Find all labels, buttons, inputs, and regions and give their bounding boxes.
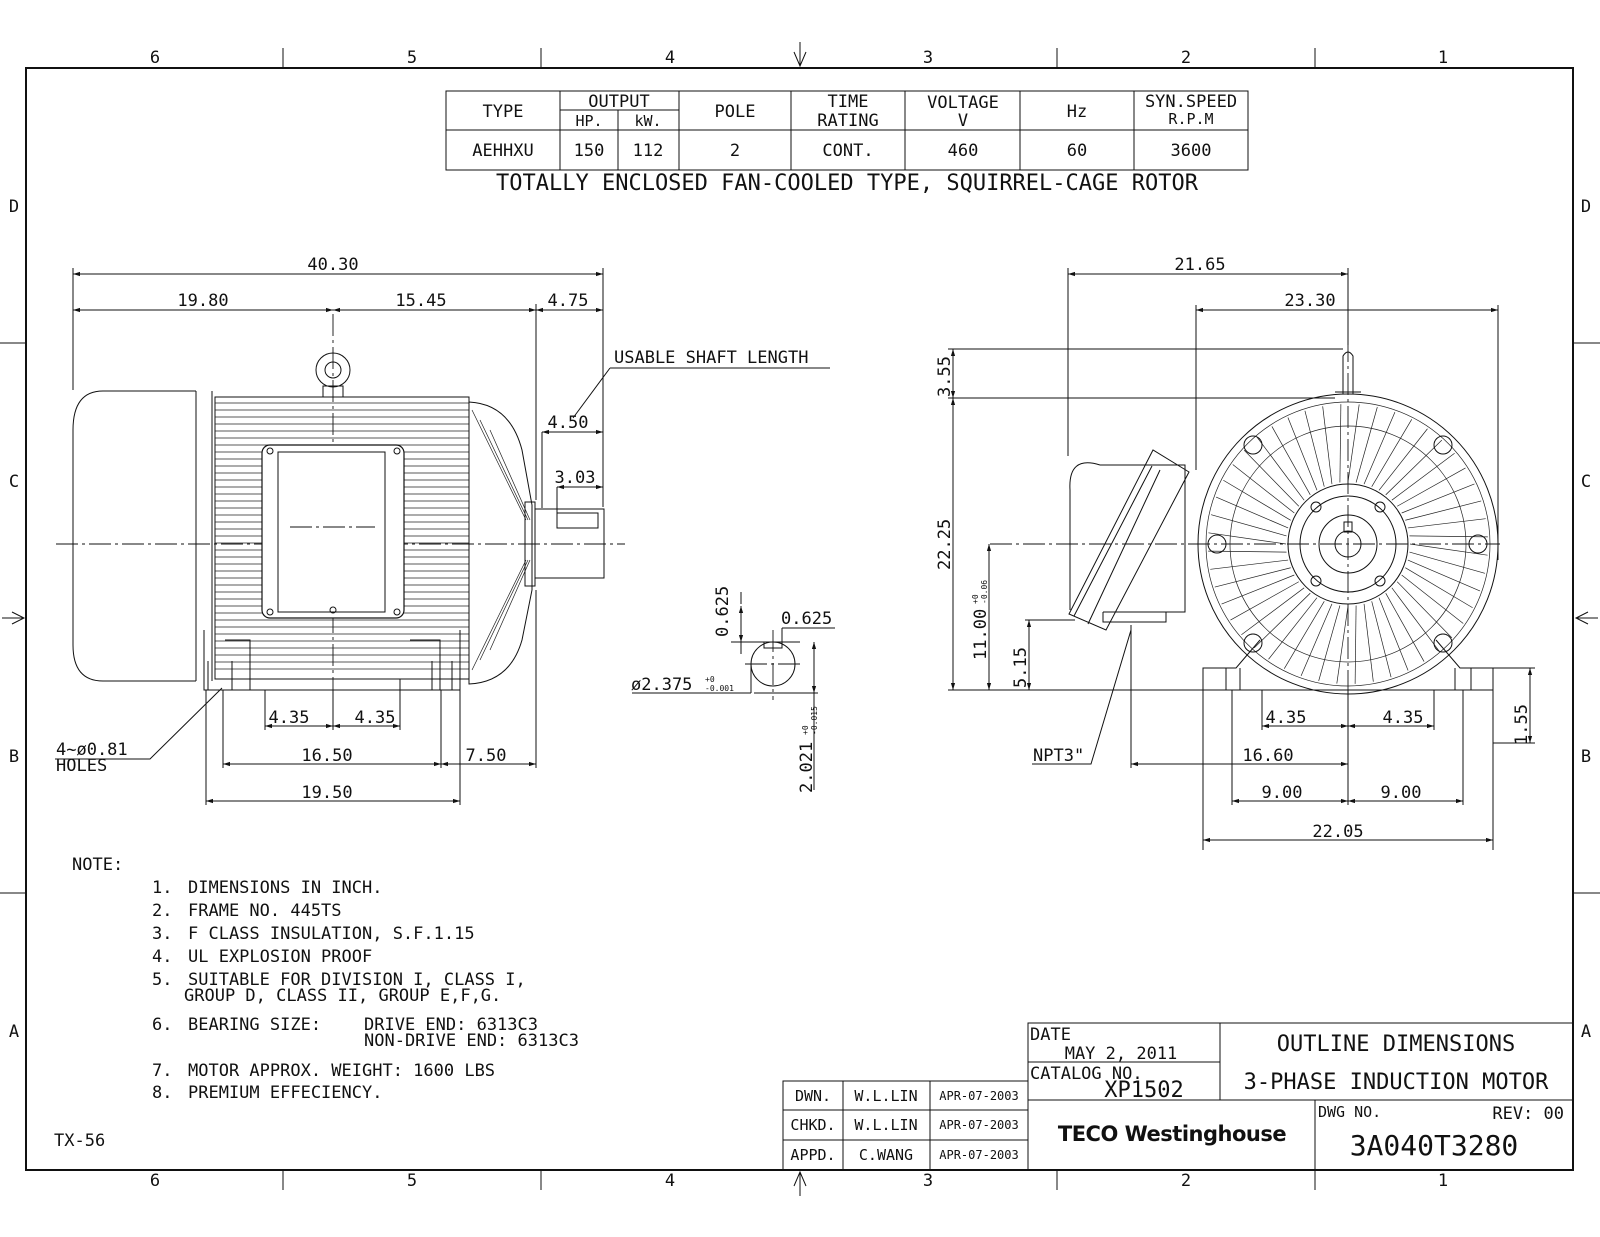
side-fan-cover	[73, 391, 196, 681]
tb-dwg-label: DWG NO.	[1318, 1103, 1382, 1121]
side-dim-bolt-to-shaft: 7.50	[465, 746, 507, 766]
approval-name-dwn: W.L.LIN	[854, 1087, 918, 1105]
end-npt-label: NPT3"	[1033, 746, 1085, 766]
spec-cell-voltage: 460	[947, 141, 979, 161]
end-dim-foot-a: 4.35	[1265, 708, 1307, 728]
zone-col-top-1: 1	[1437, 48, 1449, 68]
zone-col-bottom-2: 2	[1180, 1171, 1192, 1191]
shaft-diameter: ø2.375	[631, 675, 693, 695]
zone-row-left-b: B	[8, 747, 20, 767]
spec-cell-time: CONT.	[822, 141, 874, 161]
note-1-text: DIMENSIONS IN INCH.	[188, 878, 383, 898]
end-conduit-box	[1069, 450, 1189, 630]
end-dim-foot-height: 1.55	[1512, 704, 1532, 745]
approval-role-appd: APPD.	[790, 1146, 836, 1164]
end-dim-half-right: 9.00	[1380, 783, 1422, 803]
approval-table	[783, 1081, 1028, 1170]
note-3-text: F CLASS INSULATION, S.F.1.15	[188, 924, 475, 944]
spec-cell-hp: 150	[573, 141, 605, 161]
side-shaft-label: USABLE SHAFT LENGTH	[614, 348, 809, 368]
side-dim-bolt-span: 16.50	[301, 746, 353, 766]
spec-header-speed-2: R.P.M	[1168, 110, 1214, 128]
note-2-num: 2.	[152, 901, 173, 921]
zone-col-bottom-3: 3	[922, 1171, 934, 1191]
spec-cell-speed: 3600	[1170, 141, 1212, 161]
side-dim-foot-a: 4.35	[268, 708, 310, 728]
tb-catalog-label: CATALOG NO.	[1030, 1064, 1143, 1084]
spec-caption: TOTALLY ENCLOSED FAN-COOLED TYPE, SQUIRREL-CAGE ROTOR	[496, 171, 1198, 196]
approval-name-chkd: W.L.LIN	[854, 1116, 918, 1134]
end-dim-shaft-height: 11.00	[971, 608, 991, 660]
end-dim-eyebolt: 3.55	[935, 356, 955, 397]
tb-catalog-value: XP1502	[1104, 1078, 1184, 1103]
zone-col-top-5: 5	[406, 48, 418, 68]
side-dim-right: 4.75	[547, 291, 589, 311]
notes-heading: NOTE:	[72, 855, 124, 875]
end-dim-conduit-height: 5.15	[1011, 647, 1031, 688]
end-view	[935, 255, 1535, 850]
note-4-text: UL EXPLOSION PROOF	[188, 947, 373, 967]
spec-header-kw: kW.	[634, 112, 662, 130]
shaft-depth-tol-upper: +0	[801, 725, 810, 735]
note-6-text: BEARING SIZE:	[188, 1015, 322, 1035]
zone-col-bottom-6: 6	[149, 1171, 161, 1191]
end-dim-overall-height: 22.25	[935, 518, 955, 570]
side-feet	[204, 630, 460, 690]
note-6-num: 6.	[152, 1015, 173, 1035]
zone-col-top-2: 2	[1180, 48, 1192, 68]
note-5-num: 5.	[152, 970, 173, 990]
spec-header-hz: Hz	[1066, 102, 1088, 122]
end-dim-foot-b: 4.35	[1382, 708, 1424, 728]
approval-role-dwn: DWN.	[794, 1087, 832, 1105]
side-dim-foot-b: 4.35	[354, 708, 396, 728]
spec-header-time-1: TIME	[827, 92, 869, 112]
zone-col-top-3: 3	[922, 48, 934, 68]
end-bolt-head	[1375, 576, 1385, 586]
spec-header-voltage-2: V	[957, 111, 969, 131]
spec-header-pole: POLE	[714, 102, 756, 122]
end-dim-shaft-tol-upper: +0	[971, 594, 980, 604]
note-3-num: 3.	[152, 924, 173, 944]
tb-title-1: OUTLINE DIMENSIONS	[1276, 1032, 1516, 1057]
zone-col-bottom-5: 5	[406, 1171, 418, 1191]
zone-col-top-6: 6	[149, 48, 161, 68]
zone-col-top-4: 4	[664, 48, 676, 68]
end-dim-width-a: 21.65	[1174, 255, 1226, 275]
tb-date-value: MAY 2, 2011	[1064, 1044, 1178, 1064]
end-dim-base-width: 22.05	[1312, 822, 1364, 842]
shaft-depth-tol-lower: -0.015	[810, 706, 819, 735]
note-7-num: 7.	[152, 1061, 173, 1081]
spec-cell-kw: 112	[632, 141, 664, 161]
note-8-text: PREMIUM EFFECIENCY.	[188, 1083, 383, 1103]
side-dim-key-length: 3.03	[554, 468, 596, 488]
tb-logo: TECO Westinghouse	[1057, 1122, 1287, 1146]
end-bolt-head	[1311, 576, 1321, 586]
zone-row-right-d: D	[1580, 197, 1592, 217]
zone-row-left-c: C	[8, 472, 20, 492]
end-dim-conduit-offset: 16.60	[1242, 746, 1294, 766]
shaft-depth: 2.021	[797, 741, 817, 793]
end-dim-width-b: 23.30	[1284, 291, 1336, 311]
note-8-num: 8.	[152, 1083, 173, 1103]
note-2-text: FRAME NO. 445TS	[188, 901, 342, 921]
spec-header-hp: HP.	[575, 112, 603, 130]
note-1-num: 1.	[152, 878, 173, 898]
end-bolt-head	[1375, 502, 1385, 512]
spec-table	[446, 91, 1248, 196]
zone-row-left-d: D	[8, 197, 20, 217]
shaft-key-width: 0.625	[781, 609, 833, 629]
shaft-diameter-tol-lower: -0.001	[705, 684, 734, 693]
spec-cell-pole: 2	[729, 141, 741, 161]
tb-title-2: 3-PHASE INDUCTION MOTOR	[1243, 1070, 1549, 1095]
spec-header-time-2: RATING	[817, 111, 879, 131]
tb-rev-label: REV: 00	[1492, 1104, 1564, 1124]
note-5-text-2: GROUP D, CLASS II, GROUP E,F,G.	[184, 986, 502, 1006]
side-drive-end-bracket	[469, 402, 532, 684]
spec-cell-hz: 60	[1066, 141, 1088, 161]
end-dim-shaft-tol-lower: -0.06	[980, 579, 989, 604]
spec-header-voltage-1: VOLTAGE	[927, 93, 999, 113]
zone-col-bottom-4: 4	[664, 1171, 676, 1191]
approval-date-appd: APR-07-2003	[939, 1148, 1019, 1162]
end-bolt-head	[1311, 502, 1321, 512]
zone-row-right-a: A	[1580, 1022, 1592, 1042]
shaft-detail	[631, 586, 835, 793]
side-holes-label-2: HOLES	[56, 756, 108, 776]
tb-date-label: DATE	[1030, 1025, 1071, 1045]
tb-dwg-value: 3A040T3280	[1349, 1129, 1519, 1162]
spec-header-output: OUTPUT	[588, 92, 650, 112]
side-terminal-box	[262, 445, 404, 618]
note-4-num: 4.	[152, 947, 173, 967]
approval-role-chkd: CHKD.	[790, 1116, 836, 1134]
side-view	[55, 255, 833, 805]
spec-header-speed-1: SYN.SPEED	[1144, 92, 1238, 112]
end-dim-half-left: 9.00	[1261, 783, 1303, 803]
teco-westinghouse-logo	[1058, 1122, 1286, 1146]
note-5-text: SUITABLE FOR DIVISION I, CLASS I,	[188, 970, 526, 990]
spec-header-type: TYPE	[482, 102, 524, 122]
note-7-text: MOTOR APPROX. WEIGHT: 1600 LBS	[188, 1061, 496, 1081]
spec-cell-type: AEHHXU	[472, 141, 534, 161]
side-dim-mid: 15.45	[395, 291, 447, 311]
zone-col-bottom-1: 1	[1437, 1171, 1449, 1191]
shaft-key-height: 0.625	[713, 585, 733, 637]
notes	[54, 855, 579, 1151]
note-6-text-b: NON-DRIVE END: 6313C3	[364, 1031, 579, 1051]
zone-row-left-a: A	[8, 1022, 20, 1042]
note-6-text-a: DRIVE END: 6313C3	[364, 1015, 538, 1035]
side-shaft	[535, 509, 604, 578]
form-code: TX-56	[54, 1131, 106, 1151]
side-holes-label-1: 4~ø0.81	[56, 740, 128, 760]
approval-date-dwn: APR-07-2003	[939, 1089, 1019, 1103]
zone-row-right-c: C	[1580, 472, 1592, 492]
side-dim-overall: 40.30	[307, 255, 359, 275]
side-dim-left: 19.80	[177, 291, 229, 311]
approval-name-appd: C.WANG	[858, 1146, 914, 1164]
approval-date-chkd: APR-07-2003	[939, 1118, 1019, 1132]
shaft-diameter-tol-upper: +0	[705, 675, 715, 684]
title-block	[1028, 1023, 1573, 1170]
side-dim-shaft-usable: 4.50	[547, 413, 589, 433]
side-dim-foot-overall: 19.50	[301, 783, 353, 803]
zone-row-right-b: B	[1580, 747, 1592, 767]
